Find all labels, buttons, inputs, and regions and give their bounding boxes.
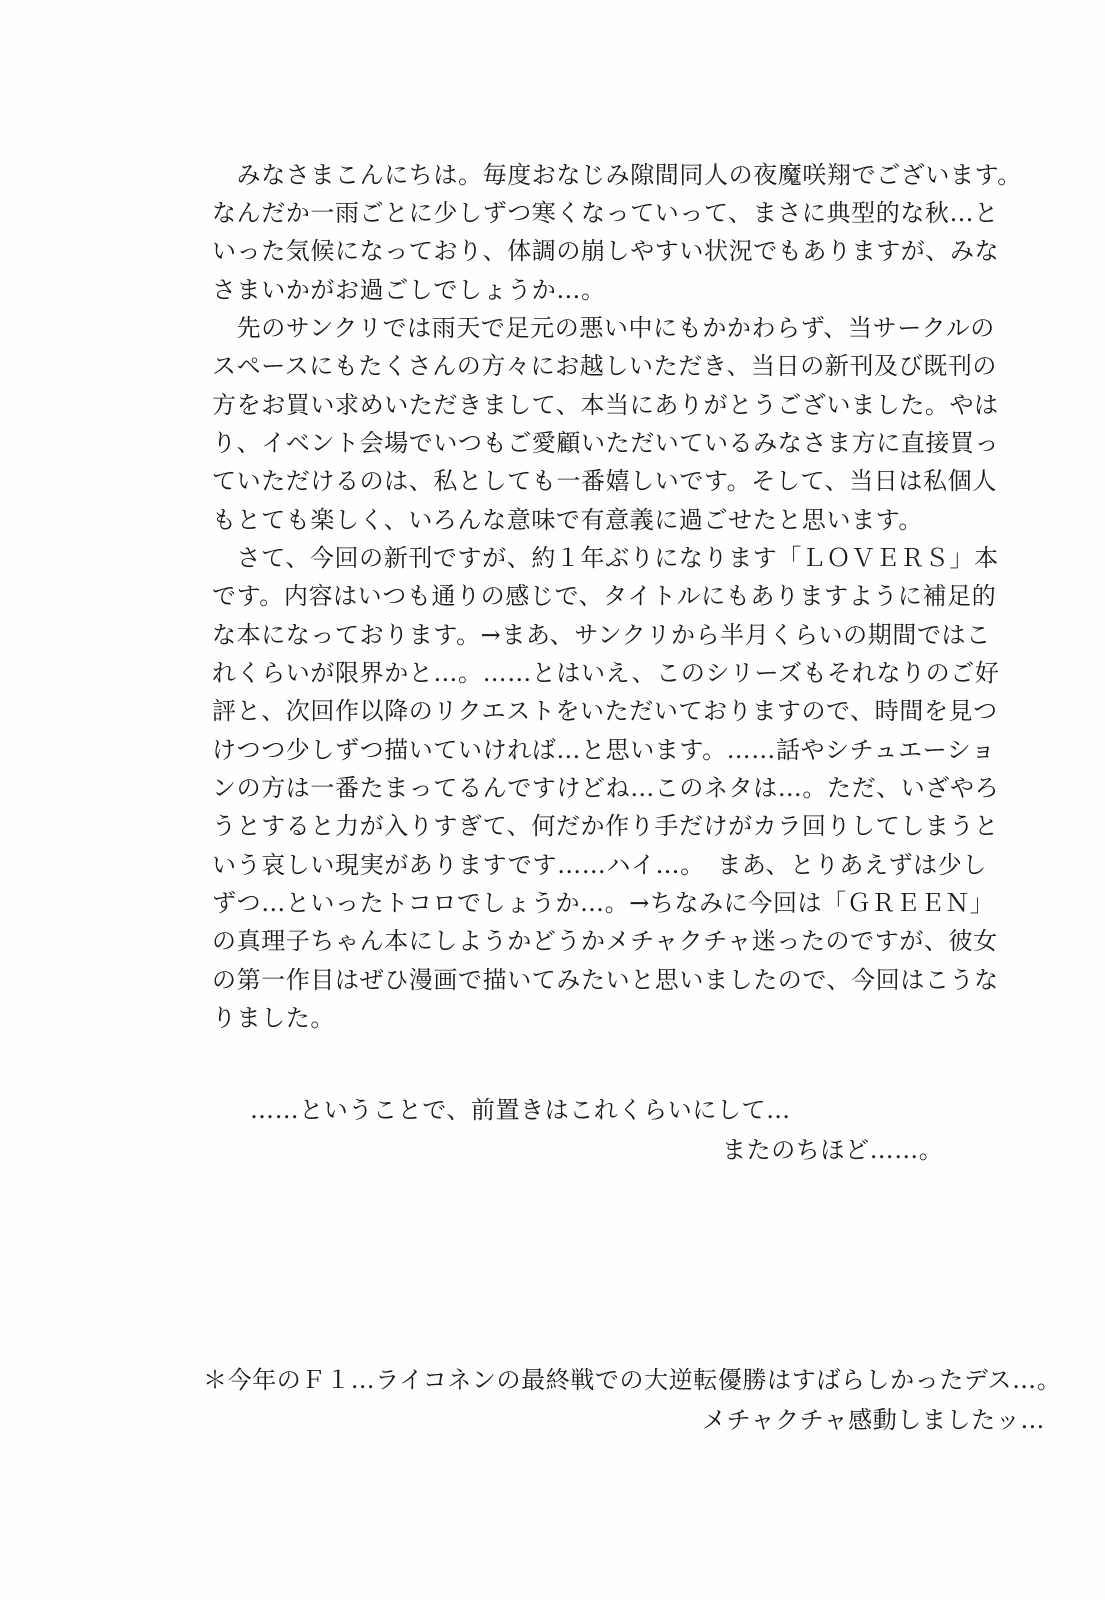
body-line: 先のサンクリでは雨天で足元の悪い中にもかかわらず、当サークルの [212,314,995,342]
body-line: 方をお買い求めいただきまして、本当にありがとうございました。やは [212,391,999,419]
postscript-line: メチャクチャ感動しましたッ… [702,1406,1045,1434]
body-line: れくらいが限界かと…。……とはいえ、このシリーズもそれなりのご好 [212,659,1000,687]
body-line: な本になっております。→まあ、サンクリから半月くらいの期間ではこ [212,621,991,649]
body-line: り、イベント会場でいつもご愛顧いただいているみなさま方に直接買っ [212,429,1000,457]
body-line: ていただけるのは、私としても一番嬉しいです。そして、当日は私個人 [212,467,997,495]
body-line: もとても楽しく、いろんな意味で有意義に過ごせたと思います。 [212,506,923,534]
body-line: なんだか一雨ごとに少しずつ寒くなっていって、まさに典型的な秋…と [212,199,999,227]
body-line: りました。 [212,1004,335,1032]
body-line: ずつ…といったトコロでしょうか…。→ちなみに今回は「ＧＲＥＥＮ」 [212,889,995,917]
body-line: さて、今回の新刊ですが、約１年ぶりになります「ＬＯＶＥＲＳ」本 [212,544,999,572]
postscript-line: ＊今年のＦ１…ライコネンの最終戦での大逆転優勝はすばらしかったデス…。 [203,1366,1062,1394]
body-line: の真理子ちゃん本にしようかどうかメチャクチャ迷ったのですが、彼女 [212,927,998,955]
closing-line: ……ということで、前置きはこれくらいにして… [250,1096,791,1124]
body-line: うとすると力が入りすぎて、何だか作り手だけがカラ回りしてしまうと [212,812,999,840]
sign-off-line: またのちほど……。 [722,1136,944,1164]
body-line: みなさまこんにちは。毎度おなじみ隙間同人の夜魔咲翔でございます。 [212,161,1022,189]
body-line: いう哀しい現実がありますです……ハイ…。 まあ、とりあえずは少し [212,851,987,879]
body-line: さまいかがお過ごしでしょうか…。 [212,276,606,304]
body-line: です。内容はいつも通りの感じで、タイトルにもありますように補足的 [212,582,997,610]
body-line: スペースにもたくさんの方々にお越しいただき、当日の新刊及び既刊の [212,352,998,380]
body-line: ンの方は一番たまってるんですけどね…このネタは…。ただ、いざやろ [212,774,1000,802]
body-line: の第一作目はぜひ漫画で描いてみたいと思いましたので、今回はこうな [212,966,999,994]
body-line: 評と、次回作以降のリクエストをいただいておりますので、時間を見つ [212,697,998,725]
body-line: けつつ少しずつ描いていければ…と思います。……話やシチュエーショ [212,736,996,764]
body-line: いった気候になっており、体調の崩しやすい状況でもありますが、みな [212,237,1000,265]
